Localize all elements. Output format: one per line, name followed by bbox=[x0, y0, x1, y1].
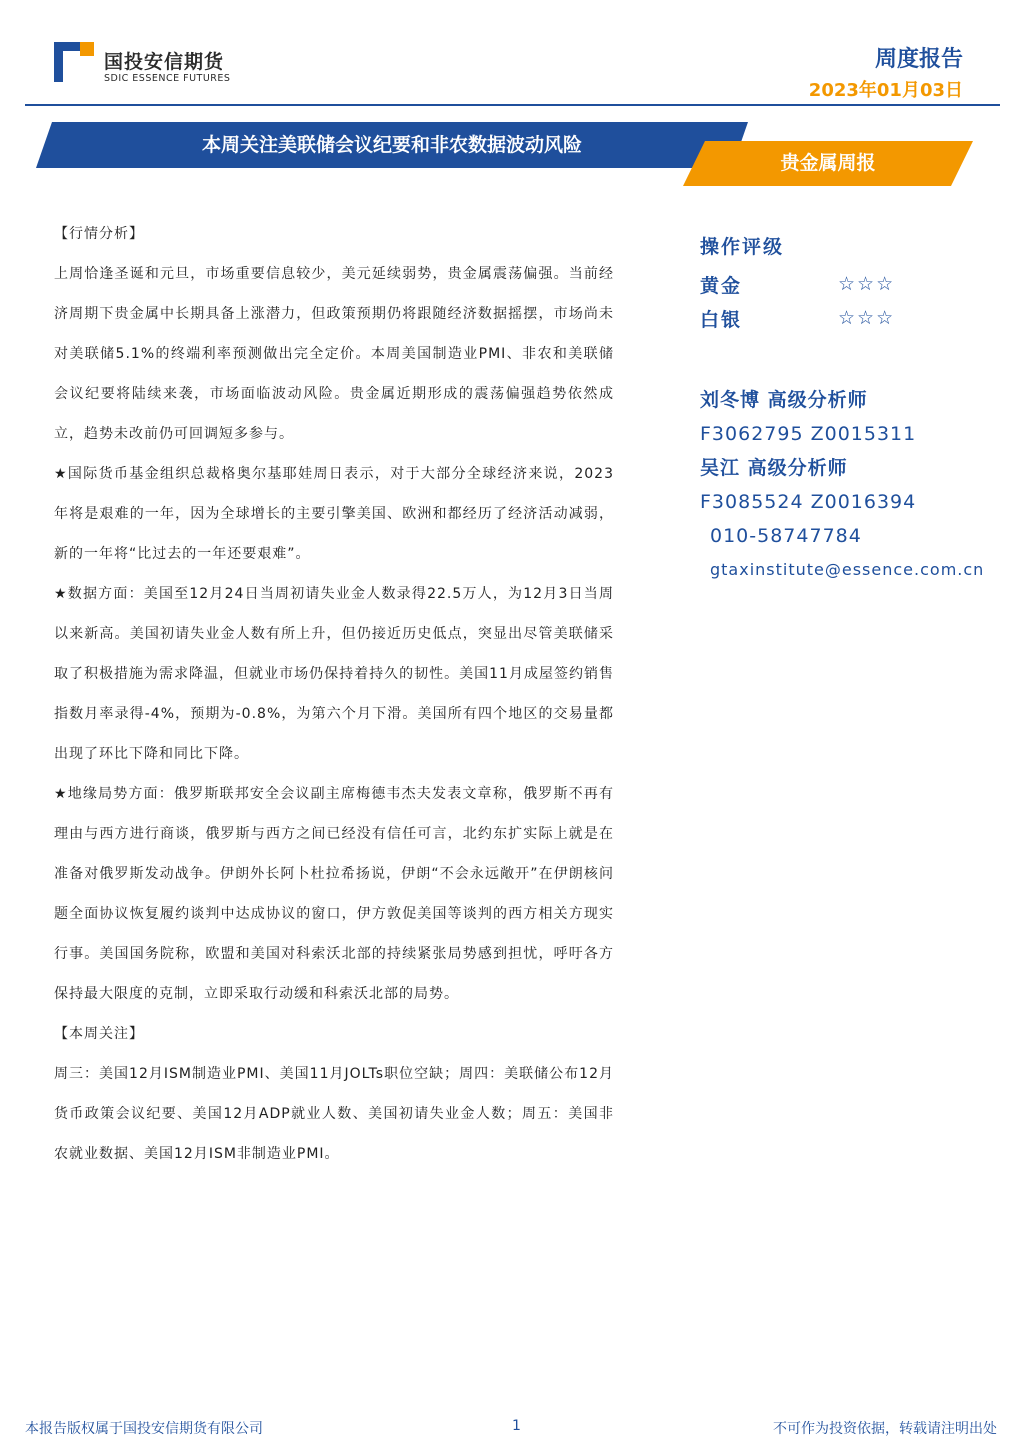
footer-copyright: 本报告版权属于国投安信期货有限公司 bbox=[25, 1421, 263, 1437]
page-number: 1 bbox=[512, 1418, 521, 1434]
body-paragraph: 周三：美国12月ISM制造业PMI、美国11月JOLTs职位空缺；周四：美联储公布12月货币政策会议纪要、美国12月ADP就业人数、美国初请失业金人数；周五：美国非农就业数据、美国12月ISM非制造业PMI。 bbox=[54, 1066, 614, 1162]
report-category: 贵金属周报 bbox=[780, 152, 876, 174]
analyst-cert: F3085524 Z0016394 bbox=[700, 491, 917, 513]
report-date: 2023年01月03日 bbox=[808, 80, 963, 101]
report-body bbox=[54, 214, 614, 1174]
rating-name: 白银 bbox=[700, 308, 743, 331]
body-paragraph: ★地缘局势方面：俄罗斯联邦安全会议副主席梅德韦杰夫发表文章称，俄罗斯不再有理由与西方进行商谈，俄罗斯与西方之间已经没有信任可言，北约东扩实际上就是在准备对俄罗斯发动战争。伊朗外长阿卜杜拉希扬说，伊朗“不会永远敞开”在伊朗核问题全面协议恢复履约谈判中达成协议的窗口，伊方敦促美国等谈判的西方相关方现实行事。美国国务院称，欧盟和美国对科索沃北部的持续紧张局势感到担忧，呼吁各方保持最大限度的克制，立即采取行动缓和科索沃北部的局势。 bbox=[54, 786, 614, 1002]
footer-disclaimer: 不可作为投资依据，转载请注明出处 bbox=[773, 1421, 997, 1437]
rating-row-silver bbox=[700, 301, 1020, 335]
contact-email[interactable]: gtaxinstitute@essence.com.cn bbox=[710, 560, 985, 579]
rating-title: 操作评级 bbox=[700, 236, 785, 258]
body-paragraph: ★数据方面：美国至12月24日当周初请失业金人数录得22.5万人，为12月3日当周以来新高。美国初请失业金人数有所上升，但仍接近历史低点，突显出尽管美联储采取了积极措施为需求降温，但就业市场仍保持着持久的韧性。美国11月成屋签约销售指数月率录得-4%，预期为-0.8%，为第六个月下滑。美国所有四个地区的交易量都出现了环比下降和同比下降。 bbox=[54, 586, 614, 762]
brand-name-cn: 国投安信期货 bbox=[104, 51, 225, 73]
rating-row-gold bbox=[700, 267, 1020, 301]
section-heading-focus: 【本周关注】 bbox=[54, 1026, 144, 1042]
star-rating-icon: ☆☆☆ bbox=[838, 307, 896, 329]
header-divider bbox=[25, 104, 1000, 106]
brand-name-en: SDIC ESSENCE FUTURES bbox=[104, 73, 231, 84]
analyst-cert: F3062795 Z0015311 bbox=[700, 423, 917, 445]
analyst-info bbox=[700, 383, 1020, 587]
analyst-name: 吴江 高级分析师 bbox=[700, 457, 848, 479]
section-heading-analysis: 【行情分析】 bbox=[54, 226, 144, 242]
report-title: 本周关注美联储会议纪要和非农数据波动风险 bbox=[201, 134, 582, 156]
star-rating-icon: ☆☆☆ bbox=[838, 273, 896, 295]
report-type: 周度报告 bbox=[874, 47, 963, 72]
body-paragraph: 上周恰逢圣诞和元旦，市场重要信息较少，美元延续弱势，贵金属震荡偏强。当前经济周期下贵金属中长期具备上涨潜力，但政策预期仍将跟随经济数据摇摆，市场尚未对美联储5.1%的终端利率预测做出完全定价。本周美国制造业PMI、非农和美联储会议纪要将陆续来袭，市场面临波动风险。贵金属近期形成的震荡偏强趋势依然成立，趋势未改前仍可回调短多参与。 bbox=[54, 266, 614, 442]
company-logo bbox=[54, 42, 94, 82]
analyst-name: 刘冬博 高级分析师 bbox=[700, 389, 868, 411]
contact-phone: 010-58747784 bbox=[710, 525, 862, 547]
sidebar bbox=[700, 232, 1020, 587]
body-paragraph: ★国际货币基金组织总裁格奥尔基耶娃周日表示，对于大部分全球经济来说，2023年将是艰难的一年，因为全球增长的主要引擎美国、欧洲和都经历了经济活动减弱，新的一年将“比过去的一年还要艰难”。 bbox=[54, 466, 614, 562]
rating-name: 黄金 bbox=[700, 274, 743, 297]
